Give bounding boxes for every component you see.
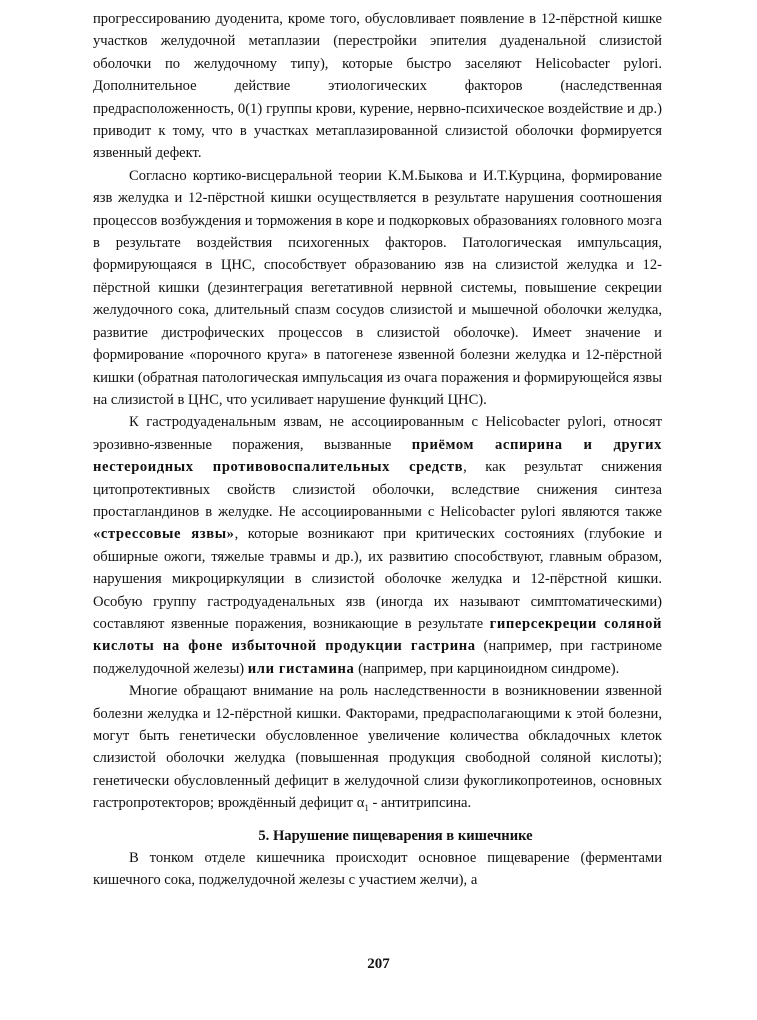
- paragraph-heredity: [93, 680, 662, 814]
- section-heading: 5. Нарушение пищеварения в кишечнике: [258, 827, 533, 844]
- paragraph-intestine-digestion: В тонком отделе кишечника происходит основное пищеварение (ферментами кишечного сока, поджелудочной железы с участием желчи), а: [93, 849, 662, 889]
- text-run: Многие обращают внимание на роль наследственности в возникновении язвенной болезни желудка и 12-пёрстной кишки. Факторами, предрасполагающими к этой болезни, могут быть генетически обусловленное увеличение количества обкладочных клеток слизистой оболочки желудка (повышенная продукция свободной соляной кислоты); генетически обусловленный дефицит в желудочной слизи фукогликопротеинов, основных гастропротекторов; врождённый дефицит α: [93, 683, 662, 812]
- bold-phrase-stress-ulcers: «стрессовые язвы»: [93, 526, 235, 543]
- text-run: - антитрипсина.: [368, 795, 472, 812]
- text-run: К гастродуаденальным язвам, не ассоциированным с Helicobacter pylori, относят эрозивно-язвенные поражения, вызванные: [93, 414, 662, 453]
- page-number: 207: [367, 956, 390, 972]
- text-run: (например, при гастриноме поджелудочной железы): [93, 638, 662, 677]
- bold-phrase-aspirin: приёмом аспирина и других нестероидных противовоспалительных средств: [93, 436, 662, 476]
- bold-phrase-histamine: или гистамина: [247, 660, 355, 677]
- paragraph-non-helicobacter-ulcers: [93, 411, 662, 680]
- subscript: 1: [364, 803, 369, 814]
- page-body: [93, 8, 662, 891]
- paragraph-continuation: прогрессированию дуоденита, кроме того, обусловливает появление в 12-пёрстной кишке участков желудочной метаплазии (перестройки эпителия дуаденальной слизистой оболочки по желудочному типу), которые быстро заселяют Helicobacter pylori. Дополнительное действие этиологических факторов (наследственная предрасположенность, 0(1) группы крови, курение, нервно-психическое воздействие и др.) приводит к тому, что в участках метаплазированной слизистой оболочки формируется язвенный дефект.: [93, 11, 662, 162]
- text-run: (например, при карциноидном синдроме).: [354, 660, 620, 677]
- text-run: , как результат снижения цитопротективных свойств слизистой оболочки, вследствие снижения синтеза простагландинов в желудке. Не ассоциированными с Helicobacter pylori являются также: [93, 459, 662, 520]
- text-run: , которые возникают при критических состояниях (глубокие и обширные ожоги, тяжелые травмы и др.), их развитию способствуют, главным образом, нарушения микроциркуляции в слизистой оболочке желудка и 12-пёрстной кишки. Особую группу гастродуаденальных язв (иногда их называют симптоматическими) составляют язвенные поражения, возникающие в результате: [93, 526, 663, 632]
- paragraph-cortico-visceral-theory: Согласно кортико-висцеральной теории К.М.Быкова и И.Т.Курцина, формирование язв желудка и 12-пёрстной кишки осуществляется в результате нарушения соотношения процессов возбуждения и торможения в коре и подкорковых образованиях головного мозга в результате воздействия психогенных факторов. Патологическая импульсация, формирующаяся в ЦНС, способствует образованию язв на слизистой желудка и 12-пёрстной кишки (дезинтеграция вегетативной нервной системы, повышение секреции желудочного сока, длительный спазм сосудов слизистой и мышечной оболочки желудка, развитие дистрофических процессов в слизистой оболочке). Имеет значение и формирование «порочного круга» в патогенезе язвенной болезни желудка и 12-пёрстной кишки (обратная патологическая импульсация из очага поражения и формирующейся язвы на слизистой в ЦНС, что усиливает нарушение функций ЦНС).: [93, 167, 662, 408]
- bold-phrase-hypersecretion: гиперсекреции соляной кислоты на фоне избыточной продукции гастрина: [93, 615, 662, 655]
